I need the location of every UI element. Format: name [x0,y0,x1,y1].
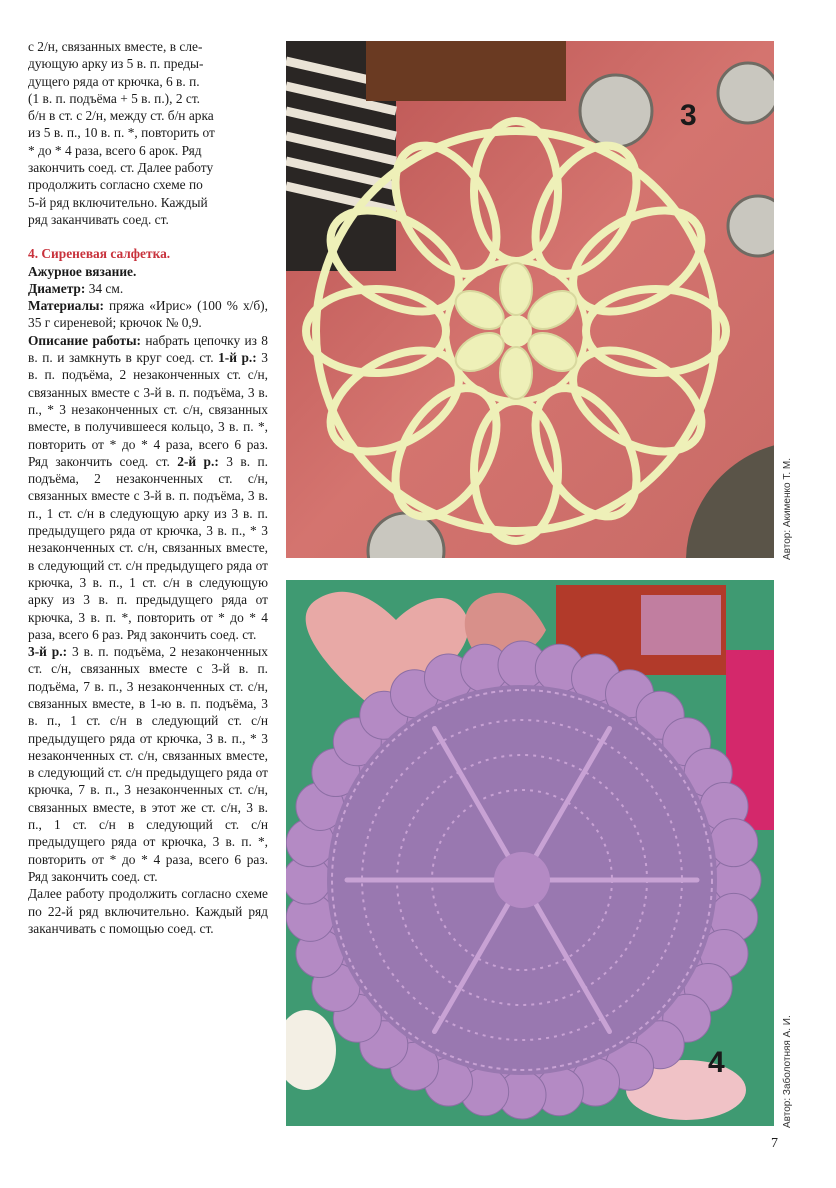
photo-4-author: Автор: Заболотняя А. И. [782,1015,793,1128]
doily-4-scallop [710,819,758,867]
page-number: 7 [771,1136,778,1151]
row2-text: 3 в. п. подъёма, 2 незаконченных ст. с/н, связанных вместе с 3-й в. п. подъёма, 3 в. п., 1 ст. с/н в следующую арку из 3 в. п. предыдущего ряда от крючка, 3 в. п., * 3 незаконченных ст. с/н, связанных вместе, в следующий ст. с/н предыдущего ряда от крючка, 3 в. п., 1 ст. с/н в следующую арку из 3 в. п. предыдущего ряда от крючка, 3 в. п. *, повторить от * до * 4 раза, всего 6 раз. Ряд закончить соед. ст. [28,453,268,642]
doily-photo-4 [286,580,774,1126]
row1-text: 3 в. п. подъёма, 2 незаконченных ст. с/н, связанных вместе с 3-й в. п. подъёма, 3 в. п., * 3 незаконченных ст. с/н, связанных вместе, в получившееся кольцо, 3 в. п. *, повторить от * до * 4 раза, всего 6 раз. Ряд закончить соед. ст. [28,350,268,469]
description-paragraph [28,332,268,643]
article-text-column [28,38,268,937]
intro-line: 5-й ряд включительно. Каждый [28,194,208,210]
description-label: Описание работы: [28,332,142,348]
doily-3-petal [500,347,532,399]
intro-line: из 5 в. п., 10 в. п. *, повторить от [28,125,215,141]
intro-paragraph [28,38,268,228]
intro-line: дущего ряда от крючка, 6 в. п. [28,73,200,89]
diameter-label: Диаметр: [28,280,86,296]
doily-photo-3 [286,41,774,558]
doily-3-petal [500,263,532,315]
intro-line: продолжить согласно схеме по [28,177,203,193]
doily-3-illustration [286,41,774,558]
closing-paragraph: Далее работу продолжить согласно схеме по 22-й ряд включительно. Каждый ряд заканчивать с помощью соед. ст. [28,886,268,936]
intro-line: ряд заканчивать соед. ст. [28,211,169,227]
diameter-line [28,280,268,297]
heart-candle [641,595,721,655]
row3-paragraph [28,643,268,885]
row2-label: 2-й р.: [177,453,219,469]
intro-line: (1 в. п. подъёма + 5 в. п.), 2 ст. [28,90,201,106]
row3-text: 3 в. п. подъёма, 2 незаконченных ст. с/н, связанных вместе с 3-й в. п. подъёма, 7 в. п., 3 незаконченных ст. с/н, связанных вместе, в 1-ю в. п. подъёма, 3 в. п., 1 ст. с/н в следующий ст. с/н предыдущего ряда от крючка, 3 в. п., * 3 незаконченных ст. с/н, связанных вместе, в следующий ст. с/н предыдущего ряда от крючка, 7 в. п., 3 незаконченных ст. с/н, связанных вместе, в этот же ст. с/н, 3 в. п., 1 ст. с/н в следующий ст. с/н предыдущего ряда от крючка, 3 в. п. *, повторить от * до * 4 раза, всего 6 раз. Ряд закончить соед. ст. [28,644,268,884]
row1-label: 1-й р.: [218,350,257,366]
intro-line: с 2/н, связанных вместе, в сле- [28,39,203,54]
intro-line: * до * 4 раза, всего 6 арок. Ряд [28,142,202,158]
description-value: набрать цепочку из 8 в. п. и замкнуть в круг соед. ст. [28,332,268,366]
photo-3-number: 3 [680,99,697,132]
photo-3-author: Автор: Акименко Т. М. [782,458,793,560]
photo-4-number: 4 [708,1046,725,1079]
row3-label: 3-й р.: [28,644,68,660]
materials-value: пряжа «Ирис» (100 % х/б), 35 г сиреневой; крючок № 0,9. [28,298,268,331]
diameter-value: 34 см. [85,280,124,296]
intro-line: б/н в ст. с 2/н, между ст. б/н арка [28,108,214,124]
materials-label: Материалы: [28,298,104,314]
technique-line: Ажурное вязание. [28,263,137,279]
materials-line [28,297,268,332]
wooden-tray [366,41,566,101]
doily-4-illustration [286,580,774,1126]
intro-line: закончить соед. ст. Далее работу [28,160,214,176]
intro-line: дующую арку из 5 в. п. преды- [28,56,204,72]
section-title: 4. Сиреневая салфетка. [28,246,171,262]
